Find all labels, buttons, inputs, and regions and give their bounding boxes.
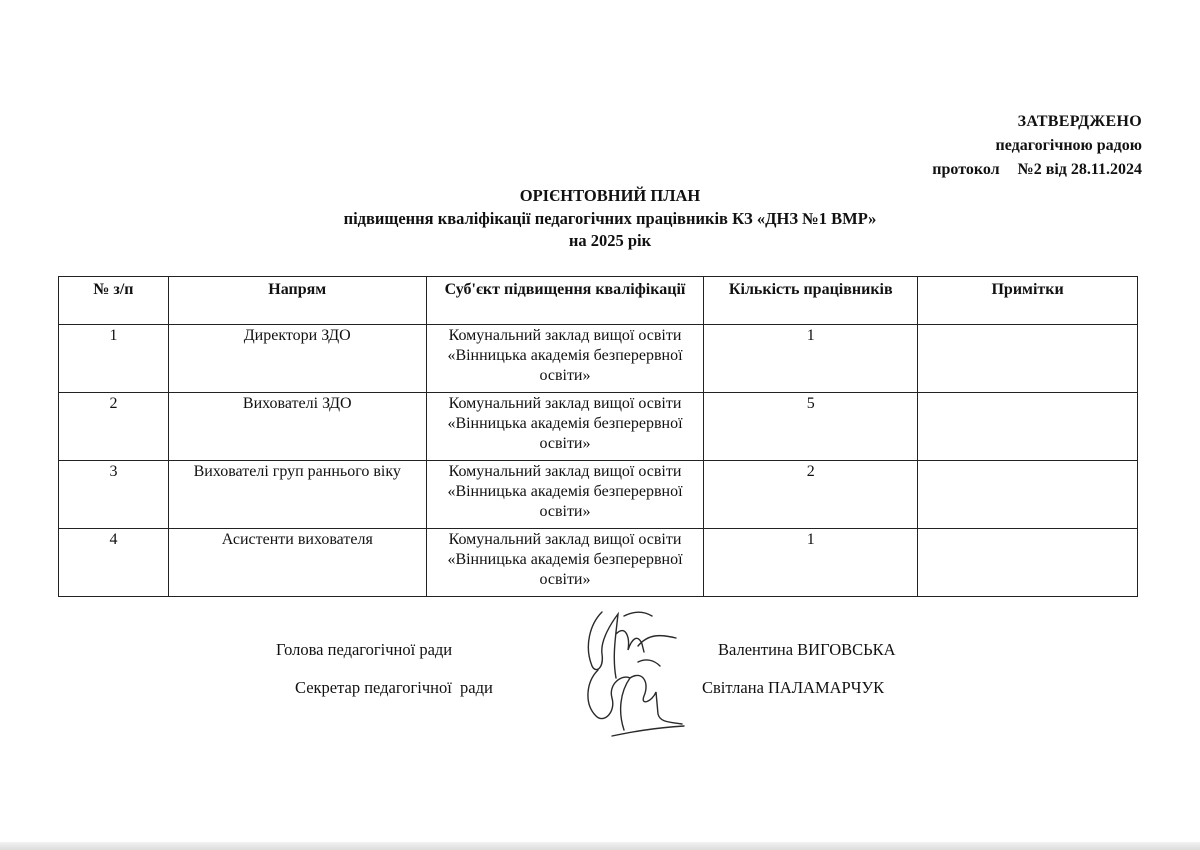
document-title xyxy=(0,185,1200,253)
row-direction: Директори ЗДО xyxy=(168,325,426,393)
header-number: № з/п xyxy=(59,277,169,325)
table-row xyxy=(59,325,1138,393)
row-subject: Комунальний заклад вищої освіти «Вінницька академія безперервної освіти» xyxy=(426,529,704,597)
row-number: 3 xyxy=(59,461,169,529)
title-line-1: ОРІЄНТОВНИЙ ПЛАН xyxy=(519,186,701,205)
row-direction: Вихователі груп раннього віку xyxy=(168,461,426,529)
plan-table xyxy=(58,276,1138,597)
approval-council: педагогічною радою xyxy=(995,137,1142,154)
row-number: 4 xyxy=(59,529,169,597)
row-subject: Комунальний заклад вищої освіти «Вінницька академія безперервної освіти» xyxy=(426,393,704,461)
table-row xyxy=(59,393,1138,461)
header-count: Кількість працівників xyxy=(704,277,918,325)
title-line-3: на 2025 рік xyxy=(568,231,652,250)
title-line-2: підвищення кваліфікації педагогічних працівників КЗ «ДНЗ №1 ВМР» xyxy=(343,208,877,228)
approval-block xyxy=(932,110,1142,182)
row-subject: Комунальний заклад вищої освіти «Вінницька академія безперервної освіти» xyxy=(426,461,704,529)
row-notes xyxy=(918,325,1138,393)
table-row xyxy=(59,529,1138,597)
secretary-signature xyxy=(572,652,692,744)
protocol-label: протокол xyxy=(932,161,1000,178)
secretary-label: Секретар педагогічної ради xyxy=(295,678,493,697)
row-direction: Асистенти вихователя xyxy=(168,529,426,597)
protocol-number: №2 від 28.11.2024 xyxy=(1017,161,1142,178)
row-subject: Комунальний заклад вищої освіти «Вінницька академія безперервної освіти» xyxy=(426,325,704,393)
row-count: 2 xyxy=(704,461,918,529)
approval-protocol xyxy=(932,158,1142,182)
header-subject: Суб'єкт підвищення кваліфікації xyxy=(426,277,704,325)
row-count: 5 xyxy=(704,393,918,461)
approval-title: ЗАТВЕРДЖЕНО xyxy=(1017,113,1142,130)
secretary-name: Світлана ПАЛАМАРЧУК xyxy=(702,678,885,697)
row-notes xyxy=(918,529,1138,597)
row-count: 1 xyxy=(704,529,918,597)
head-label: Голова педагогічної ради xyxy=(276,640,453,659)
table-header-row xyxy=(59,277,1138,325)
row-direction: Вихователі ЗДО xyxy=(168,393,426,461)
header-notes: Примітки xyxy=(918,277,1138,325)
row-number: 1 xyxy=(59,325,169,393)
page-bottom-edge xyxy=(0,842,1200,850)
row-notes xyxy=(918,393,1138,461)
row-notes xyxy=(918,461,1138,529)
row-count: 1 xyxy=(704,325,918,393)
table-row xyxy=(59,461,1138,529)
head-name: Валентина ВИГОВСЬКА xyxy=(718,640,896,659)
header-direction: Напрям xyxy=(168,277,426,325)
row-number: 2 xyxy=(59,393,169,461)
